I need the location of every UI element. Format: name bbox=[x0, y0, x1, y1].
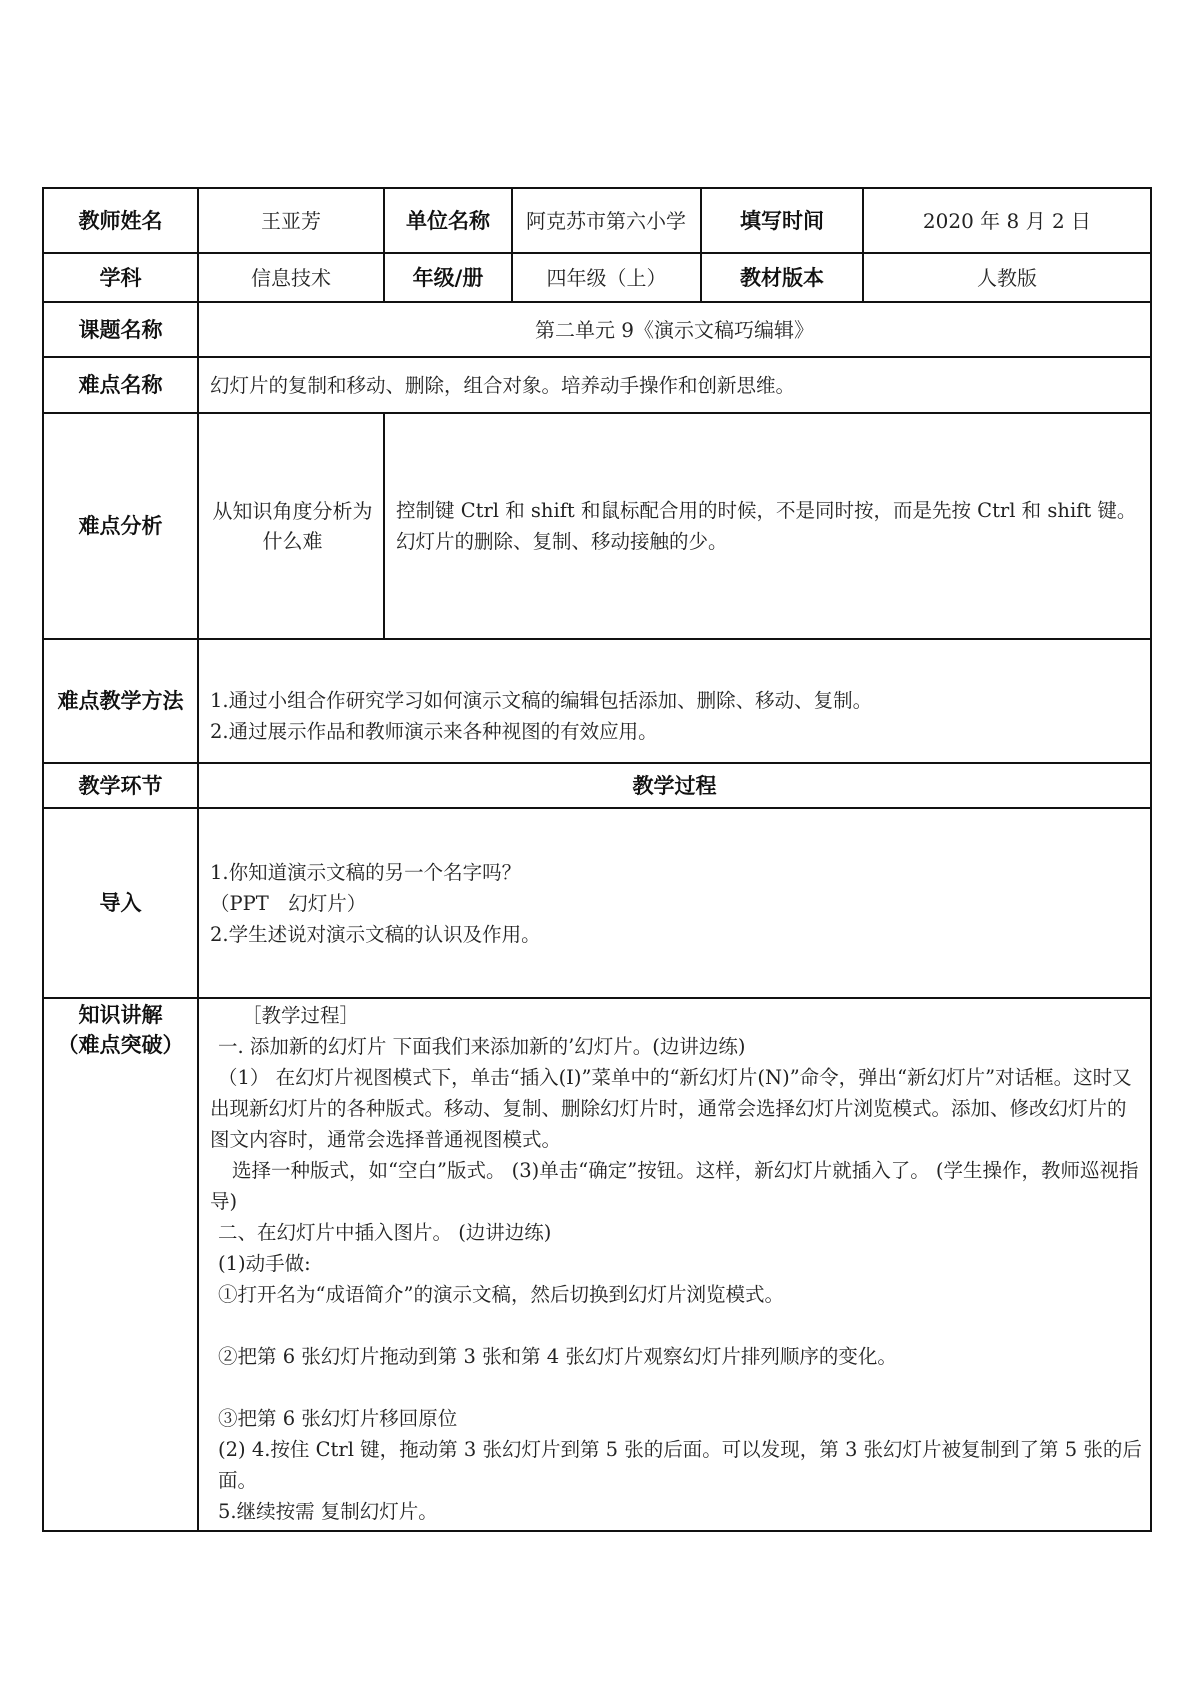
topic-label: 课题名称 bbox=[78, 317, 163, 342]
difficulty-label: 难点名称 bbox=[78, 373, 163, 397]
knowledge-line: ②把第 6 张幻灯片拖动到第 3 张和第 4 张幻灯片观察幻灯片排列顺序的变化。 bbox=[218, 1345, 897, 1368]
edition-label: 教材版本 bbox=[740, 265, 824, 290]
grade-label: 年级/册 bbox=[412, 265, 484, 290]
intro-line: （PPT 幻灯片） bbox=[210, 892, 367, 915]
intro-line: 1.你知道演示文稿的另一个名字吗？ bbox=[210, 861, 522, 884]
column-divider bbox=[197, 187, 199, 1532]
intro-line: 2.学生述说对演示文稿的认识及作用。 bbox=[210, 923, 541, 946]
method-list bbox=[210, 685, 1140, 747]
knowledge-line: ［教学过程］ bbox=[242, 1004, 360, 1027]
knowledge-line: 5.继续按需 复制幻灯片。 bbox=[218, 1500, 438, 1523]
unit-name-value: 阿克苏市第六小学 bbox=[526, 208, 686, 233]
unit-name-label: 单位名称 bbox=[406, 208, 490, 233]
row-divider bbox=[42, 807, 1152, 809]
subject-label: 学科 bbox=[99, 265, 142, 290]
fill-date-value: 2020 年 8 月 2 日 bbox=[922, 208, 1092, 233]
fill-date-label: 填写时间 bbox=[740, 208, 824, 233]
intro-label: 导入 bbox=[99, 891, 142, 915]
row-divider bbox=[42, 997, 1152, 999]
intro-list bbox=[210, 857, 1140, 950]
difficulty-text: 幻灯片的复制和移动、删除，组合对象。培养动手操作和创新思维。 bbox=[210, 373, 796, 397]
knowledge-line: ①打开名为“成语简介”的演示文稿，然后切换到幻灯片浏览模式。 bbox=[218, 1283, 784, 1306]
topic-value: 第二单元 9《演示文稿巧编辑》 bbox=[534, 317, 815, 342]
row-divider bbox=[42, 638, 1152, 640]
knowledge-line: ③把第 6 张幻灯片移回原位 bbox=[218, 1407, 458, 1430]
knowledge-line: 一. 添加新的幻灯片 下面我们来添加新的’幻灯片。(边讲边练) bbox=[218, 1035, 746, 1058]
knowledge-label-line1: 知识讲解 bbox=[78, 1003, 163, 1027]
subject-value: 信息技术 bbox=[251, 265, 331, 290]
knowledge-line: (2) 4.按住 Ctrl 键，拖动第 3 张幻灯片到第 5 张的后面。可以发现，第 3 张幻灯片被复制到了第 5 张的后面。 bbox=[218, 1438, 1142, 1492]
teacher-name-label: 教师姓名 bbox=[78, 208, 163, 233]
analysis-label: 难点分析 bbox=[78, 514, 163, 538]
knowledge-content bbox=[210, 1000, 1142, 1527]
analysis-value bbox=[396, 414, 1140, 638]
knowledge-label bbox=[44, 1000, 197, 1066]
edition-value: 人教版 bbox=[977, 265, 1037, 290]
knowledge-line: （1） 在幻灯片视图模式下，单击“插入(I)”菜单中的“新幻灯片(N)”命令，弹出“新幻灯片”对话框。这时又出现新幻灯片的各种版式。移动、复制、删除幻灯片时，通常会选择幻灯片浏览模式。添加、修改幻灯片的图文内容时，通常会选择普通视图模式。 bbox=[210, 1066, 1132, 1151]
difficulty-value bbox=[210, 358, 1140, 412]
method-line: 1.通过小组合作研究学习如何演示文稿的编辑包括添加、删除、移动、复制。 bbox=[210, 689, 873, 712]
teacher-name-value: 王亚芳 bbox=[261, 208, 321, 233]
method-label: 难点教学方法 bbox=[57, 689, 184, 713]
teaching-step-label: 教学环节 bbox=[78, 773, 163, 798]
column-divider bbox=[383, 412, 385, 639]
knowledge-line: 二、在幻灯片中插入图片。 (边讲边练) bbox=[218, 1221, 552, 1244]
analysis-sub-label: 从知识角度分析为什么难 bbox=[212, 499, 373, 553]
knowledge-label-line2: （难点突破） bbox=[57, 1033, 184, 1057]
knowledge-line: (1)动手做: bbox=[218, 1252, 311, 1275]
grade-value: 四年级（上） bbox=[546, 265, 667, 290]
method-line: 2.通过展示作品和教师演示来各种视图的有效应用。 bbox=[210, 720, 658, 743]
analysis-text: 控制键 Ctrl 和 shift 和鼠标配合用的时候，不是同时按，而是先按 Ctrl 和 shift 键。幻灯片的删除、复制、移动接触的少。 bbox=[396, 499, 1137, 553]
teaching-process-header: 教学过程 bbox=[632, 773, 717, 798]
knowledge-line: 选择一种版式，如“空白”版式。 (3)单击“确定”按钮。这样，新幻灯片就插入了。 (学生操作，教师巡视指导) bbox=[210, 1159, 1139, 1213]
